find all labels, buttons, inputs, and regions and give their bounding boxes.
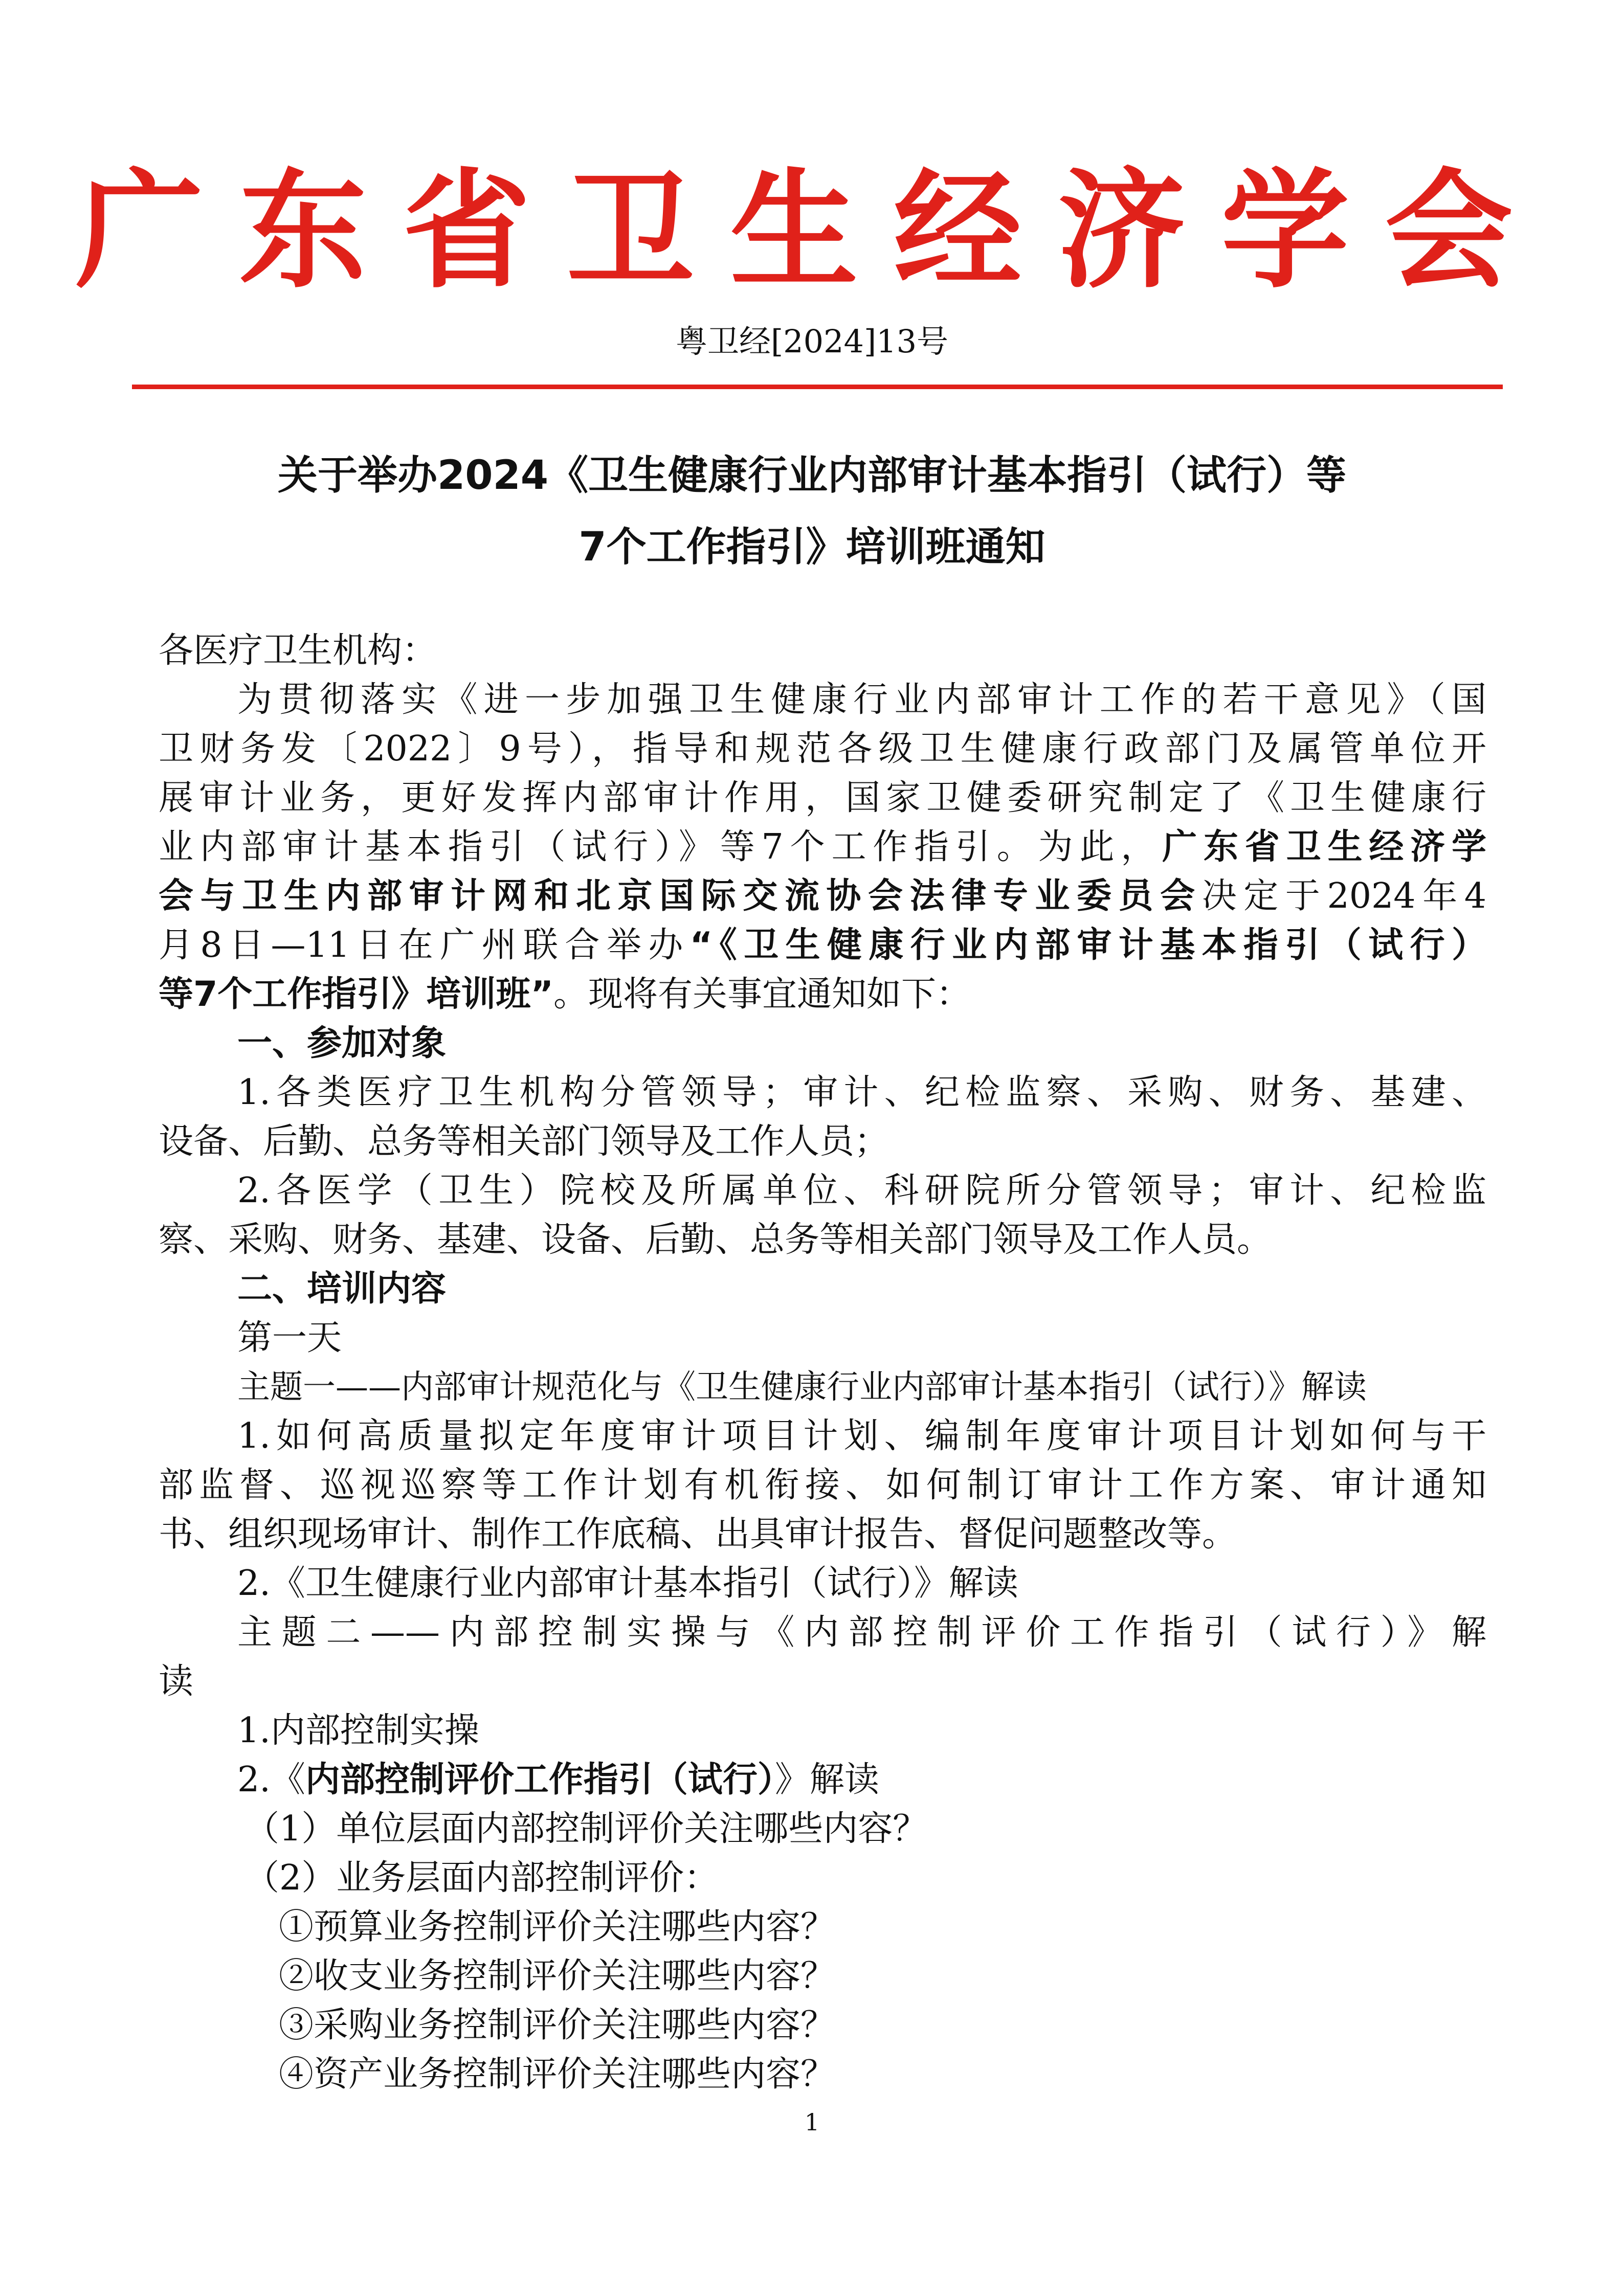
guideline-name-bold: 内部控制评价工作指引（试行） <box>305 1760 775 1800</box>
intro-line: 卫财务发〔2022〕9号），指导和规范各级卫生健康行政部门及属管单位开 <box>159 729 1486 769</box>
participant-item: 设备、后勤、总务等相关部门领导及工作人员； <box>159 1121 889 1162</box>
training-name-bold: 等7个工作指引》培训班” <box>159 974 554 1015</box>
topic-item: 2.《卫生健康行业内部审计基本指引（试行）》解读 <box>237 1563 1018 1604</box>
section-heading-content: 二、培训内容 <box>237 1269 447 1309</box>
topic-item-text: 2.《 <box>237 1760 305 1800</box>
topic-item-text: 》解读 <box>774 1760 879 1800</box>
document-body <box>159 626 1486 2099</box>
intro-text: 业内部审计基本指引（试行）》等7个工作指引。为此， <box>159 827 1163 867</box>
participant-item: 2.各医学（卫生）院校及所属单位、科研院所分管领导；审计、纪检监 <box>237 1170 1486 1211</box>
document-title-line-2: 7个工作指引》培训班通知 <box>579 524 1045 570</box>
sub-item: （1）单位层面内部控制评价关注哪些内容？ <box>244 1809 928 1849</box>
letterhead-masthead: 广东省卫生经济学会 <box>75 155 1549 305</box>
topic-heading: 读 <box>159 1661 194 1702</box>
document-number: 粤卫经[2024]13号 <box>675 323 949 360</box>
intro-line: 为贯彻落实《进一步加强卫生健康行业内部审计工作的若干意见》（国 <box>237 680 1486 720</box>
topic-item: 1.如何高质量拟定年度审计项目计划、编制年度审计项目计划如何与干 <box>237 1416 1486 1456</box>
training-name-bold: “《卫生健康行业内部审计基本指引（试行） <box>689 925 1486 965</box>
intro-text: 决定于2024年4 <box>1202 876 1486 916</box>
topic-item: 书、组织现场审计、制作工作底稿、出具审计报告、督促问题整改等。 <box>159 1514 1237 1555</box>
control-question: ③采购业务控制评价关注哪些内容？ <box>279 2005 836 2045</box>
intro-text: 。现将有关事宜通知如下： <box>553 974 971 1015</box>
topic-item: 部监督、巡视巡察等工作计划有机衔接、如何制订审计工作方案、审计通知 <box>159 1465 1486 1505</box>
organizer-name-bold: 会与卫生内部审计网和北京国际交流协会法律专业委员会 <box>159 876 1202 916</box>
control-question: ①预算业务控制评价关注哪些内容？ <box>279 1907 836 1947</box>
intro-line <box>159 872 1486 921</box>
intro-line <box>159 970 1486 1019</box>
document-title-line-1: 关于举办2024《卫生健康行业内部审计基本指引（试行）等 <box>277 453 1347 499</box>
letterhead-divider <box>132 385 1503 389</box>
sub-item: （2）业务层面内部控制评价： <box>244 1858 719 1898</box>
topic-heading: 主题一——内部审计规范化与《卫生健康行业内部审计基本指引（试行）》解读 <box>237 1368 1367 1406</box>
intro-line <box>159 921 1486 970</box>
intro-text: 月8日—11日在广州联合举办 <box>159 925 690 965</box>
control-question: ②收支业务控制评价关注哪些内容？ <box>279 1956 836 1996</box>
day-label: 第一天 <box>237 1318 342 1358</box>
topic-item <box>159 1755 1486 1805</box>
page-number: 1 <box>804 2108 820 2136</box>
participant-item: 察、采购、财务、基建、设备、后勤、总务等相关部门领导及工作人员。 <box>159 1220 1272 1260</box>
control-question: ④资产业务控制评价关注哪些内容？ <box>279 2054 836 2095</box>
section-heading-participants: 一、参加对象 <box>237 1023 447 1064</box>
intro-line: 展审计业务，更好发挥内部审计作用，国家卫健委研究制定了《卫生健康行 <box>159 778 1486 818</box>
salutation: 各医疗卫生机构： <box>159 631 437 671</box>
topic-item: 1.内部控制实操 <box>237 1710 479 1751</box>
participant-item: 1.各类医疗卫生机构分管领导；审计、纪检监察、采购、财务、基建、 <box>237 1072 1486 1113</box>
organizer-name-bold: 广东省卫生经济学 <box>1162 827 1486 867</box>
topic-heading: 主题二——内部控制实操与《内部控制评价工作指引（试行）》解 <box>237 1612 1486 1653</box>
intro-line <box>159 823 1486 872</box>
